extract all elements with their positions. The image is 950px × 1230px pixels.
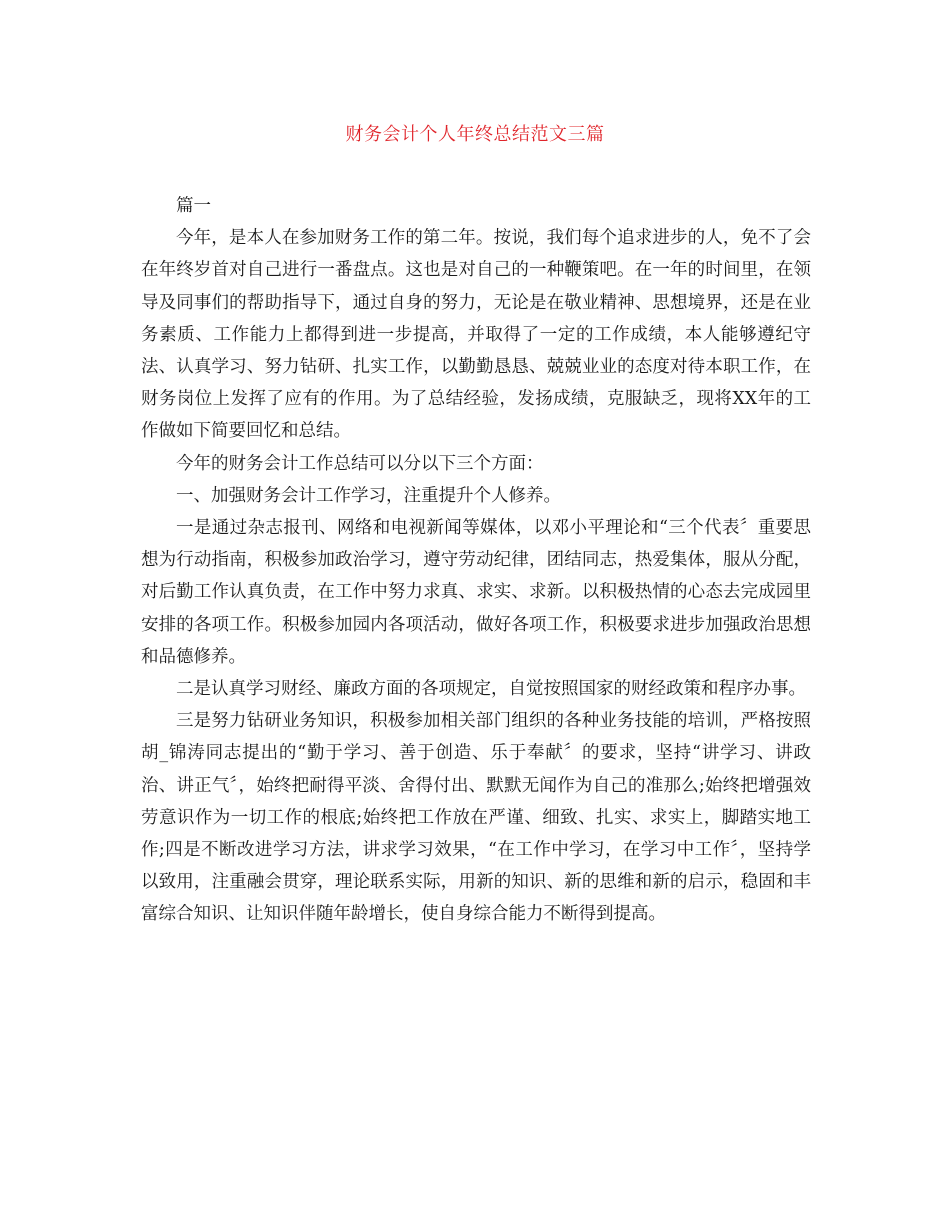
document-title: 财务会计个人年终总结范文三篇 — [345, 124, 605, 145]
paragraph: 今年，是本人在参加财务工作的第二年。按说，我们每个追求进步的人，免不了会在年终岁首对自己进行一番盘点。这也是对自己的一种鞭策吧。在一年的时间里，在领导及同事们的帮助指导下，通过自身的努力，无论是在敬业精神、思想境界，还是在业务素质、工作能力上都得到进一步提高，并取得了一定的工作成绩，本人能够遵纪守法、认真学习、努力钻研、扎实工作，以勤勤恳恳、兢兢业业的态度对待本职工作，在财务岗位上发挥了应有的作用。为了总结经验，发扬成绩，克服缺乏，现将XX年的工作做如下简要回忆和总结。 — [141, 228, 811, 442]
paragraph: 三是努力钻研业务知识，积极参加相关部门组织的各种业务技能的培训，严格按照胡_锦涛同志提出的“勤于学习、善于创造、乐于奉献〞的要求，坚持“讲学习、讲政治、讲正气〞，始终把耐得平淡、舍得付出、默默无闻作为自己的准那么;始终把增强效劳意识作为一切工作的根底;始终把工作放在严谨、细致、扎实、求实上，脚踏实地工作;四是不断改进学习方法，讲求学习效果，“在工作中学习，在学习中工作〞，坚持学以致用，注重融会贯穿，理论联系实际，用新的知识、新的思维和新的启示，稳固和丰富综合知识、让知识伴随年龄增长，使自身综合能力不断得到提高。 — [141, 711, 811, 925]
paragraph: 二是认真学习财经、廉政方面的各项规定，自觉按照国家的财经政策和程序办事。 — [176, 679, 806, 700]
paragraph: 今年的财务会计工作总结可以分以下三个方面： — [176, 453, 544, 474]
paragraph: 一是通过杂志报刊、网络和电视新闻等媒体，以邓小平理论和“三个代表〞重要思想为行动指南，积极参加政治学习，遵守劳动纪律，团结同志，热爱集体，服从分配，对后勤工作认真负责，在工作中努力求真、求实、求新。以积极热情的心态去完成园里安排的各项工作。积极参加园内各项活动，做好各项工作，积极要求进步加强政治思想和品德修养。 — [141, 518, 811, 667]
section-heading: 篇一 — [176, 196, 211, 216]
document-body — [141, 190, 811, 931]
subsection-heading: 一、加强财务会计工作学习，注重提升个人修养。 — [176, 485, 561, 506]
